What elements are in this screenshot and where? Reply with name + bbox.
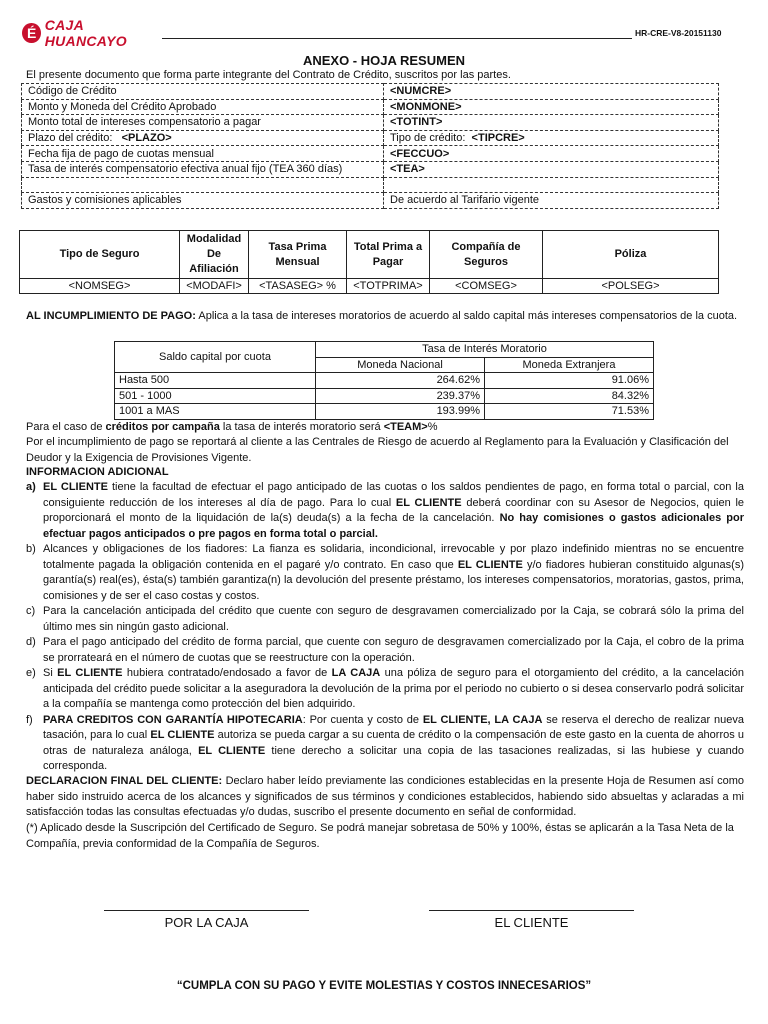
document-code: HR-CRE-V8-20151130 [635, 28, 722, 38]
tipcre-placeholder: <TIPCRE> [471, 132, 525, 145]
signature-line-left [104, 910, 309, 911]
list-item: b) Alcances y obligaciones de los fiadores: La fianza es solidaria, incondicional, irrevocable y por plazo indefinido mientras no se encuentre totalmente pagada la obligación contenida en el pagaré y/o contrato. En caso que EL CLIENTE y/o fiadores hubieran constituido algunas(s) garantía(s) real(es), ésta(s) también garantiza(n) la devolución del presente préstamo, los intereses compensatorios, moratorias, gastos, prima, comisiones y de ser el caso costas y costos. [26, 543, 744, 602]
signature-label-caja: POR LA CAJA [164, 915, 249, 930]
column-header: Tasa Prima Mensual [249, 231, 347, 279]
table-cell: 71.53% [485, 404, 654, 420]
row-value: Tipo de crédito: <TIPCRE> [384, 130, 719, 146]
column-header: Tipo de Seguro [20, 231, 180, 279]
info-list [26, 480, 744, 775]
row-value [384, 177, 719, 193]
insurance-table [19, 230, 719, 294]
column-header: Moneda Nacional [316, 357, 485, 373]
column-header: Moneda Extranjera [485, 357, 654, 373]
table-cell: 239.37% [316, 388, 485, 404]
list-item: a) EL CLIENTE tiene la facultad de efectuar el pago anticipado de las cuotas o los saldos pendientes de pago, en forma total o parcial, con la consiguiente reducción de los intereses al día de pago. Para lo cual EL CLIENTE deberá coordinar con su Asesor de Negocios, quien le proporcionará el monto de la liquidación de la(s) deuda(s) a la fecha de la cancelación. No hay comisiones o gastos adicionales por efectuar pagos anticipados o pre pagos en forma total o parcial. [26, 481, 745, 540]
table-cell: 91.06% [485, 373, 654, 389]
column-header: Póliza [543, 231, 719, 279]
table-cell: <POLSEG> [543, 279, 719, 294]
row-label: Fecha fija de pago de cuotas mensual [22, 146, 384, 162]
logo-text: CAJA HUANCAYO [44, 17, 127, 49]
table-row [115, 404, 654, 420]
list-item: d) Para el pago anticipado del crédito de forma parcial, que cuente con seguro de desgravamen comercializado por la Caja, el cobro de la prima se prorrateará en el número de cuotas que se reestructure con la operación. [26, 636, 744, 664]
table-cell: <COMSEG> [430, 279, 543, 294]
table-row [22, 99, 719, 115]
row-value: <NUMCRE> [384, 84, 719, 100]
declaration-paragraph [26, 774, 744, 821]
table-cell: Hasta 500 [115, 373, 316, 389]
row-label: Gastos y comisiones aplicables [22, 193, 384, 209]
row-label [22, 177, 384, 193]
logo-icon: É [22, 23, 41, 43]
table-cell: <TOTPRIMA> [347, 279, 430, 294]
row-label: Tasa de interés compensatorio efectiva anual fijo (TEA 360 días) [22, 161, 384, 177]
table-row [22, 84, 719, 100]
table-row [22, 161, 719, 177]
declaration-heading: DECLARACION FINAL DEL CLIENTE: [26, 775, 223, 787]
table-row [22, 177, 719, 193]
mora-rate-table [114, 341, 654, 420]
table-header-row [115, 342, 654, 358]
row-label: Plazo del crédito: <PLAZO> [22, 130, 384, 146]
row-label: Código de Crédito [22, 84, 384, 100]
table-cell: 501 - 1000 [115, 388, 316, 404]
row-value: <FECCUO> [384, 146, 719, 162]
table-header-row [20, 231, 719, 279]
list-item: f) PARA CREDITOS CON GARANTÍA HIPOTECARIA: Por cuenta y costo de EL CLIENTE, LA CAJA se reserva el derecho de realizar nueva tasación, para lo cual EL CLIENTE autoriza se pueda cargar a su cuenta de crédito o la compensación de este gasto en la cuenta de ahorros u otras de naturaleza análoga, EL CLIENTE tiene derecho a solicitar una copia de las tasaciones realizadas, si las hubiese y cuando corresponda. [26, 713, 744, 772]
intro-text: El presente documento que forma parte integrante del Contrato de Crédito, suscritos por las partes. [26, 69, 511, 81]
table-cell: 84.32% [485, 388, 654, 404]
column-header: Compañía de Seguros [430, 231, 543, 279]
table-row [22, 193, 719, 209]
table-cell: <NOMSEG> [20, 279, 180, 294]
table-cell: 264.62% [316, 373, 485, 389]
company-logo [22, 17, 162, 49]
table-row [22, 146, 719, 162]
incumplimiento-heading: AL INCUMPLIMIENTO DE PAGO: [26, 310, 196, 322]
table-row [20, 279, 719, 294]
row-value: <TEA> [384, 161, 719, 177]
row-value: De acuerdo al Tarifario vigente [384, 193, 719, 209]
footer-slogan: “CUMPLA CON SU PAGO Y EVITE MOLESTIAS Y COSTOS INNECESARIOS” [176, 980, 592, 992]
table-row [115, 388, 654, 404]
page-title: ANEXO - HOJA RESUMEN [302, 53, 466, 68]
campaign-paragraph: Para el caso de créditos por campaña la tasa de interés moratorio será <TEAM>% [26, 421, 438, 433]
declaration-text: Declaro haber leído previamente las condiciones establecidas en la presente Hoja de Resumen así como haber sido instruido acerca de los alcances y significados de sus términos y condiciones establecidos, habiendo sido absueltas y aclaradas a mi satisfacción todas las consultas efectuadas y/o dudas, suscribo el presente documento en señal de conformidad. [26, 775, 744, 818]
row-label: Monto total de intereses compensatorio a pagar [22, 115, 384, 131]
footnote: (*) Aplicado desde la Suscripción del Certificado de Seguro. Se podrá manejar sobretasa de 50% y 100%, éstas se aplicarán a la Tasa Neta de la Compañía, previa conformidad de la Compañía de Seguros. [26, 822, 734, 850]
table-row [115, 373, 654, 389]
row-value: <MONMONE> [384, 99, 719, 115]
table-cell: 193.99% [316, 404, 485, 420]
column-header: Modalidad De Afiliación [180, 231, 249, 279]
table-cell: <MODAFI> [180, 279, 249, 294]
row-label: Monto y Moneda del Crédito Aprobado [22, 99, 384, 115]
summary-table [21, 83, 719, 209]
table-cell: 1001 a MAS [115, 404, 316, 420]
info-heading: INFORMACION ADICIONAL [26, 466, 169, 478]
header-rule [162, 38, 632, 39]
incumplimiento-paragraph [26, 309, 746, 325]
incumplimiento-text: Aplica a la tasa de intereses moratorios de acuerdo al saldo capital más intereses compensatorios de la cuota. [198, 310, 738, 322]
row-value: <TOTINT> [384, 115, 719, 131]
table-cell: <TASASEG> % [249, 279, 347, 294]
column-header: Total Prima a Pagar [347, 231, 430, 279]
column-header: Saldo capital por cuota [115, 342, 316, 373]
list-item: e) Si EL CLIENTE hubiera contratado/endosado a favor de LA CAJA una póliza de seguro para el otorgamiento del crédito, a la cancelación anticipada del crédito puede solicitar a la aseguradora la devolución de la prima por el periodo no cubierto o si desea conservarlo podrá solicitar a la compañía se mantenga como protección del bien adquirido. [26, 667, 745, 710]
group-header: Tasa de Interés Moratorio [316, 342, 654, 358]
report-paragraph: Por el incumplimiento de pago se reportará al cliente a las Centrales de Riesgo de acuerdo al Reglamento para la Evaluación y Clasificación del Deudor y la Exigencia de Provisiones Vigente. [26, 436, 729, 464]
list-item: c) Para la cancelación anticipada del crédito que cuente con seguro de desgravamen comercializado por la Caja, se cobrará sólo la prima del último mes sin ningún gasto adicional. [26, 605, 744, 633]
table-row [22, 130, 719, 146]
signature-line-right [429, 910, 634, 911]
table-row [22, 115, 719, 131]
signature-label-cliente: EL CLIENTE [494, 915, 569, 930]
plazo-placeholder: <PLAZO> [121, 132, 172, 145]
